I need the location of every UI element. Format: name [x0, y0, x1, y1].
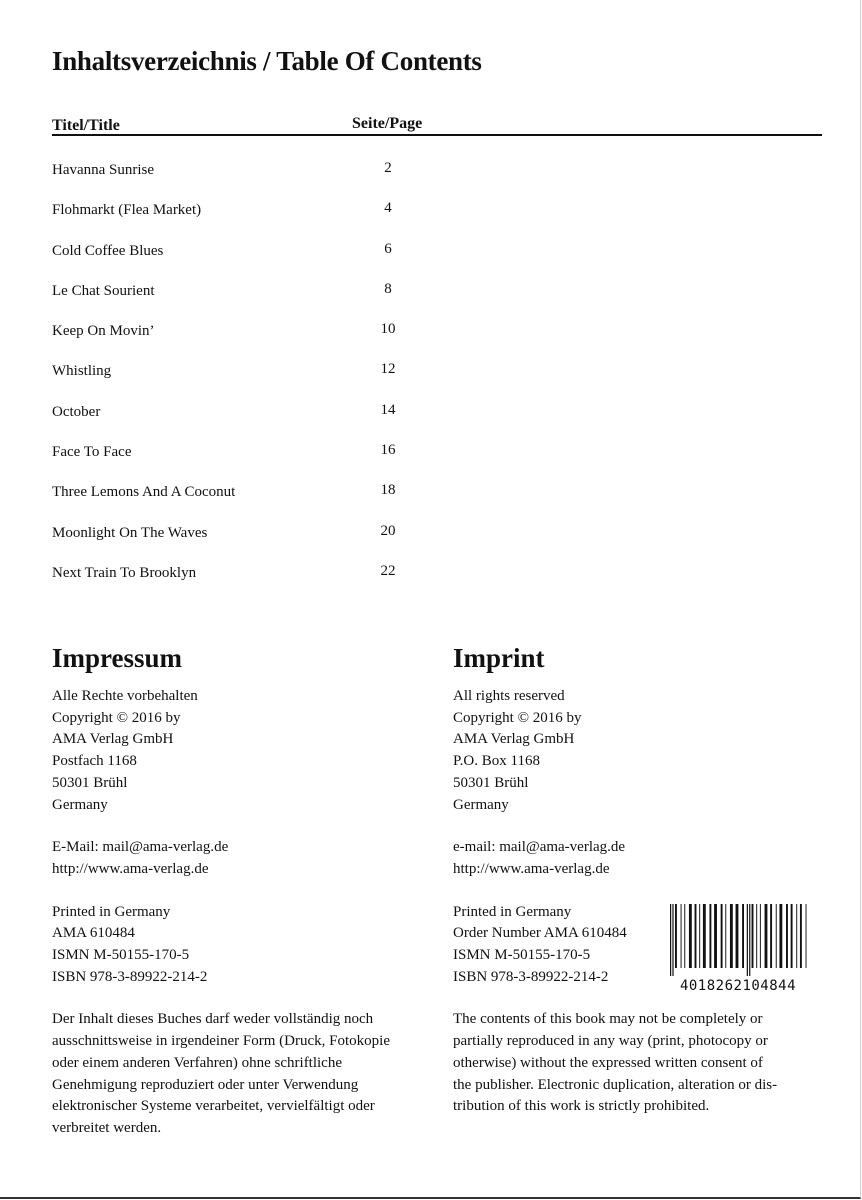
toc-entry[interactable]	[52, 563, 452, 603]
imprint-notice-line: otherwise) without the expressed written consent of	[453, 1054, 763, 1071]
toc-entry[interactable]	[52, 361, 452, 401]
impressum-print-line: Printed in Germany	[52, 903, 171, 920]
imprint-section	[453, 640, 823, 1118]
barcode-bar	[806, 904, 807, 968]
barcode-bar	[747, 904, 748, 976]
barcode-bar	[684, 904, 685, 968]
barcode-bar	[791, 904, 793, 968]
imprint-print-line: ISMN M-50155-170-5	[453, 947, 591, 964]
impressum-address-line: Alle Rechte vorbehalten	[52, 688, 198, 704]
toc-entry[interactable]	[52, 200, 452, 240]
barcode-bar	[779, 904, 782, 968]
impressum-address-line: 50301 Brühl	[52, 774, 128, 791]
toc-title: Inhaltsverzeichnis / Table Of Contents	[52, 46, 482, 76]
barcode-bar	[689, 904, 692, 968]
barcode-bar	[699, 904, 700, 968]
barcode-bar	[672, 904, 673, 976]
imprint-notice-line: the publisher. Electronic duplication, alteration or dis-	[453, 1076, 778, 1093]
toc-entry[interactable]	[52, 523, 452, 563]
imprint-address	[453, 686, 823, 816]
impressum-notice-line: verbreitet werden.	[52, 1119, 162, 1136]
barcode-bar	[760, 904, 761, 968]
toc-entry-title: Three Lemons And A Coconut	[52, 484, 236, 501]
barcode-bar	[770, 904, 772, 968]
barcode-bar	[721, 904, 723, 968]
toc-entry[interactable]	[52, 160, 452, 200]
toc-entry-page: 18	[380, 482, 396, 499]
impressum-print-info	[52, 902, 432, 989]
toc-entry-title: October	[52, 403, 101, 420]
imprint-address-line: P.O. Box 1168	[453, 753, 540, 770]
toc-entry-title: Face To Face	[52, 444, 132, 461]
toc-entry-page: 6	[384, 240, 392, 257]
impressum-heading: Impressum	[52, 643, 183, 673]
imprint-print-line: Printed in Germany	[453, 903, 572, 920]
imprint-contact	[453, 837, 823, 880]
barcode-bar	[800, 904, 802, 968]
impressum-notice-line: elektronischer Systeme verarbeitet, vervielfältigt oder	[52, 1098, 375, 1115]
toc-entry-title: Keep On Movin’	[52, 323, 155, 340]
imprint-notice-line: tribution of this work is strictly prohibited.	[453, 1098, 710, 1115]
barcode-bar	[756, 904, 757, 968]
imprint-email[interactable]: e-mail: mail@ama-verlag.de	[453, 839, 626, 856]
barcode-bar	[695, 904, 697, 968]
toc-entry-page: 4	[384, 200, 392, 217]
toc-entry[interactable]	[52, 241, 452, 281]
toc-entry-page: 8	[384, 280, 392, 297]
imprint-print-line: ISBN 978-3-89922-214-2	[453, 968, 609, 985]
barcode-bar	[742, 904, 744, 968]
imprint-notice-line: The contents of this book may not be completely or	[453, 1011, 763, 1028]
imprint-notice-line: partially reproduced in any way (print, photocopy or	[453, 1033, 768, 1050]
barcode-bar	[765, 904, 768, 968]
toc-entry[interactable]	[52, 402, 452, 442]
imprint-address-line: Copyright © 2016 by	[453, 709, 582, 726]
toc-list	[52, 160, 452, 603]
toc-col-title: Titel/Title	[52, 117, 120, 134]
toc-col-page: Seite/Page	[352, 115, 423, 132]
impressum-notice-line: Der Inhalt dieses Buches darf weder vollständig noch	[52, 1011, 374, 1028]
impressum-print-line: AMA 610484	[52, 925, 135, 942]
barcode-bar	[675, 904, 677, 968]
toc-entry-title: Havanna Sunrise	[52, 162, 155, 178]
barcode-bar	[786, 904, 788, 968]
barcode-bar	[670, 904, 671, 976]
impressum-address	[52, 686, 432, 816]
toc-entry[interactable]	[52, 482, 452, 522]
toc-entry-title: Moonlight On The Waves	[52, 524, 208, 541]
toc-entry-page: 22	[380, 562, 396, 579]
impressum-notice-line: oder einem anderen Verfahren) ohne schriftliche	[52, 1054, 343, 1071]
imprint-print-line: Order Number AMA 610484	[453, 925, 627, 942]
impressum-email[interactable]: E-Mail: mail@ama-verlag.de	[52, 839, 229, 856]
barcode-bar	[749, 904, 750, 976]
imprint-address-line: AMA Verlag GmbH	[453, 731, 575, 748]
toc-entry-page: 20	[380, 522, 396, 539]
toc-entry[interactable]	[52, 281, 452, 321]
impressum-notice-line: Genehmigung reproduziert oder unter Verwendung	[52, 1076, 359, 1093]
barcode-bar	[681, 904, 682, 968]
impressum-print-line: ISBN 978-3-89922-214-2	[52, 968, 208, 985]
barcode-bars	[668, 904, 808, 976]
impressum-notice	[52, 1009, 432, 1139]
barcode-bar	[776, 904, 777, 968]
imprint-website[interactable]: http://www.ama-verlag.de	[453, 860, 610, 877]
impressum-contact	[52, 837, 432, 880]
toc-entry-title: Flohmarkt (Flea Market)	[52, 202, 202, 219]
toc-entry[interactable]	[52, 442, 452, 482]
toc-entry-title: Whistling	[52, 363, 112, 380]
toc-entry-page: 2	[384, 160, 392, 176]
impressum-section	[52, 640, 432, 1140]
imprint-address-line: Germany	[453, 796, 509, 813]
toc-entry-page: 16	[380, 442, 396, 459]
impressum-address-line: Germany	[52, 796, 108, 813]
barcode-bar	[703, 904, 706, 968]
toc-entry[interactable]	[52, 321, 452, 361]
imprint-address-line: All rights reserved	[453, 688, 565, 704]
barcode-bar	[796, 904, 797, 968]
impressum-address-line: Copyright © 2016 by	[52, 709, 181, 726]
barcode-bar	[714, 904, 717, 968]
barcode-digits: 4018262104844	[679, 978, 797, 994]
toc-entry-title: Next Train To Brooklyn	[52, 564, 197, 581]
toc-entry-title: Le Chat Sourient	[52, 282, 155, 299]
barcode	[668, 904, 808, 996]
impressum-website[interactable]: http://www.ama-verlag.de	[52, 860, 209, 877]
toc-entry-title: Cold Coffee Blues	[52, 242, 164, 259]
barcode-bar	[752, 904, 754, 968]
toc-entry-page: 10	[380, 321, 396, 338]
impressum-print-line: ISMN M-50155-170-5	[52, 947, 190, 964]
imprint-heading: Imprint	[453, 643, 545, 673]
toc-header	[52, 117, 822, 136]
impressum-address-line: AMA Verlag GmbH	[52, 731, 174, 748]
barcode-bar	[730, 904, 733, 968]
impressum-address-line: Postfach 1168	[52, 753, 137, 770]
imprint-address-line: 50301 Brühl	[453, 774, 529, 791]
toc-entry-page: 14	[380, 401, 396, 418]
barcode-bar	[736, 904, 739, 968]
imprint-notice	[453, 1009, 823, 1118]
barcode-bar	[709, 904, 711, 968]
toc-entry-page: 12	[380, 361, 396, 378]
impressum-notice-line: ausschnittsweise in irgendeiner Form (Druck, Fotokopie	[52, 1033, 390, 1050]
barcode-bar	[725, 904, 726, 968]
